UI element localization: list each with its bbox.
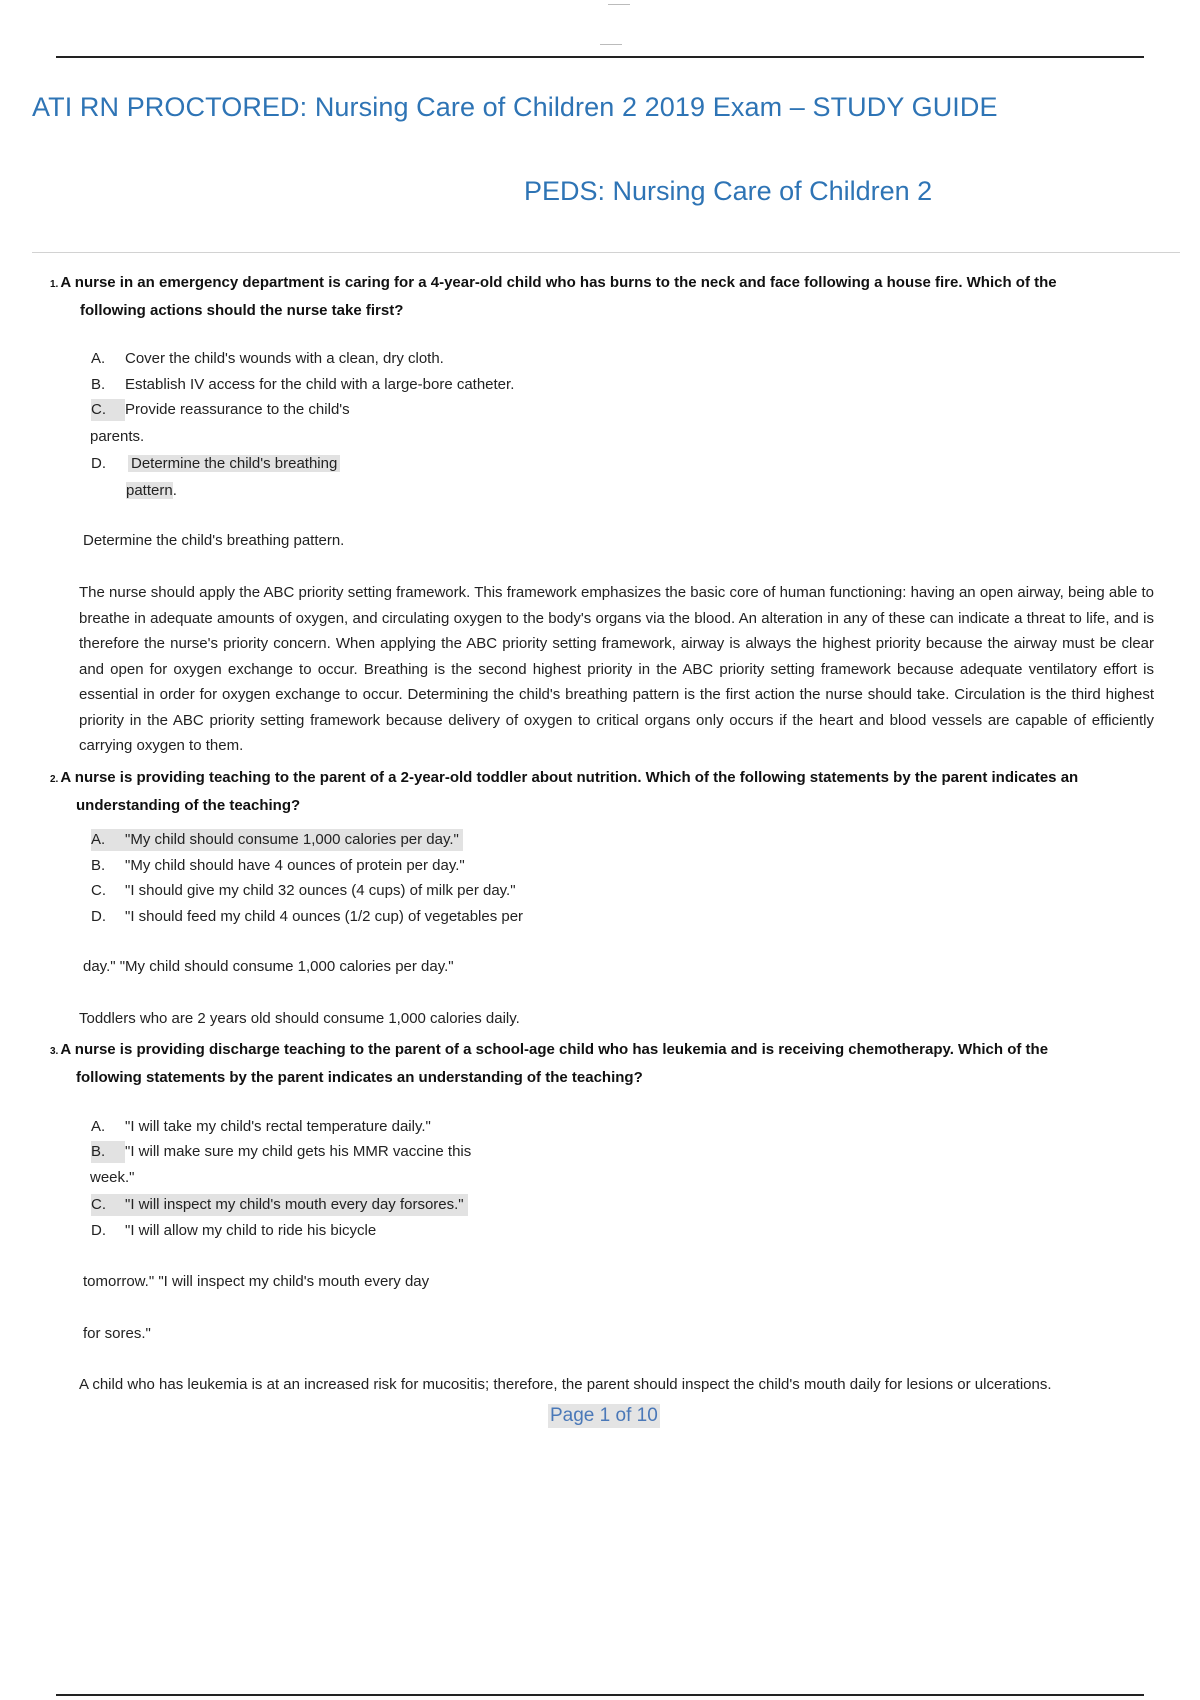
option-letter: B. bbox=[91, 1141, 125, 1163]
document-subtitle: PEDS: Nursing Care of Children 2 bbox=[524, 176, 933, 206]
stem-line: A nurse is providing teaching to the parent of a 2-year-old toddler about nutrition. Which of the following statements by the parent indicates an bbox=[60, 769, 1079, 786]
q3-option-c bbox=[91, 1194, 468, 1216]
question-2-stem bbox=[50, 765, 1160, 819]
question-number: 1. bbox=[50, 279, 59, 290]
section-divider bbox=[32, 252, 1180, 253]
bottom-rule bbox=[56, 1694, 1144, 1696]
q3-answer-line: for sores." bbox=[83, 1325, 151, 1342]
option-letter: D. bbox=[91, 455, 106, 472]
question-number: 3. bbox=[50, 1046, 59, 1057]
option-letter: B. bbox=[91, 376, 106, 393]
q1-option-c-continued: parents. bbox=[90, 428, 145, 445]
option-text: "I should feed my child 4 ounces (1/2 cup) of vegetables per bbox=[125, 908, 524, 925]
top-rule bbox=[56, 56, 1144, 58]
stem-line: A nurse in an emergency department is caring for a 4-year-old child who has burns to the neck and face following a house fire. Which of the bbox=[60, 274, 1057, 291]
option-letter: B. bbox=[91, 857, 106, 874]
page-number: Page 1 of 10 bbox=[550, 1405, 658, 1426]
q2-rationale: Toddlers who are 2 years old should consume 1,000 calories daily. bbox=[79, 1010, 520, 1027]
q1-option-b bbox=[91, 374, 514, 396]
q2-option-b bbox=[91, 855, 465, 877]
question-1-stem bbox=[50, 270, 1160, 324]
q3-option-d bbox=[91, 1220, 376, 1242]
q1-rationale: The nurse should apply the ABC priority setting framework. This framework emphasizes the basic core of human functioning: having an open airway, being able to breathe in adequate amounts of oxygen, and circulating oxygen to the body's organs via the blood. An alteration in any of these can indicate a threat to life, and is therefore the nurse's priority concern. When applying the ABC priority setting framework, airway is always the highest priority because the airway must be clear and open for oxygen exchange to occur. Breathing is the second highest priority in the ABC priority setting framework because adequate ventilatory effort is essential in order for oxygen exchange to occur. Determining the child's breathing pattern is the first action the nurse should take. Circulation is the third highest priority in the ABC priority setting framework because delivery of oxygen to critical organs only occurs if the heart and blood vessels are capable of efficiently carrying oxygen to them. bbox=[79, 584, 1154, 754]
option-text: "My child should consume 1,000 calories per day." bbox=[125, 831, 459, 848]
stem-line: A nurse is providing discharge teaching to the parent of a school-age child who has leukemia and is receiving chemotherapy. Which of the bbox=[60, 1041, 1049, 1058]
option-letter: C. bbox=[91, 882, 106, 899]
option-text: "I will inspect my child's mouth every day forsores." bbox=[125, 1196, 464, 1213]
option-text: "I will allow my child to ride his bicycle bbox=[125, 1222, 377, 1239]
q3-rationale: A child who has leukemia is at an increased risk for mucositis; therefore, the parent should inspect the child's mouth daily for lesions or ulcerations. bbox=[79, 1376, 1052, 1393]
stem-line: following statements by the parent indicates an understanding of the teaching? bbox=[76, 1069, 643, 1086]
q2-answer: day." "My child should consume 1,000 calories per day." bbox=[83, 958, 454, 975]
option-text: "I should give my child 32 ounces (4 cups) of milk per day." bbox=[125, 882, 516, 899]
q2-option-c bbox=[91, 880, 516, 902]
stem-line: understanding of the teaching? bbox=[76, 797, 301, 814]
q3-option-b bbox=[91, 1141, 471, 1163]
option-text: "I will make sure my child gets his MMR vaccine this bbox=[125, 1143, 472, 1160]
option-letter: A. bbox=[91, 1118, 106, 1135]
q1-option-a bbox=[91, 348, 444, 370]
q2-option-a bbox=[91, 829, 463, 851]
q3-option-a bbox=[91, 1116, 431, 1138]
option-text: Establish IV access for the child with a large-bore catheter. bbox=[125, 376, 515, 393]
q3-answer-line: tomorrow." "I will inspect my child's mouth every day bbox=[83, 1273, 430, 1290]
option-letter: A. bbox=[91, 350, 106, 367]
q3-option-b-continued: week." bbox=[90, 1169, 135, 1186]
option-text: Determine the child's breathing bbox=[128, 455, 340, 472]
question-number: 2. bbox=[50, 774, 59, 785]
option-letter: C. bbox=[91, 399, 125, 421]
question-3-stem bbox=[50, 1037, 1160, 1091]
option-letter: D. bbox=[91, 908, 106, 925]
option-text: "My child should have 4 ounces of protein per day." bbox=[125, 857, 465, 874]
option-letter: A. bbox=[91, 831, 106, 848]
option-letter: D. bbox=[91, 1222, 106, 1239]
option-text: Cover the child's wounds with a clean, dry cloth. bbox=[125, 350, 444, 367]
option-letter: C. bbox=[91, 1196, 106, 1213]
option-text: "I will take my child's rectal temperature daily." bbox=[125, 1118, 431, 1135]
q1-answer: Determine the child's breathing pattern. bbox=[83, 532, 345, 549]
stem-line: following actions should the nurse take first? bbox=[80, 302, 404, 319]
header-mark bbox=[608, 4, 630, 5]
q1-option-d bbox=[91, 453, 340, 475]
document-title: ATI RN PROCTORED: Nursing Care of Children 2 2019 Exam – STUDY GUIDE bbox=[32, 92, 998, 122]
q1-option-d-continued: pattern. bbox=[126, 482, 177, 499]
q2-option-d bbox=[91, 906, 523, 928]
q1-option-c bbox=[91, 399, 350, 421]
option-text: Provide reassurance to the child's bbox=[125, 401, 350, 418]
header-mark bbox=[600, 44, 622, 45]
